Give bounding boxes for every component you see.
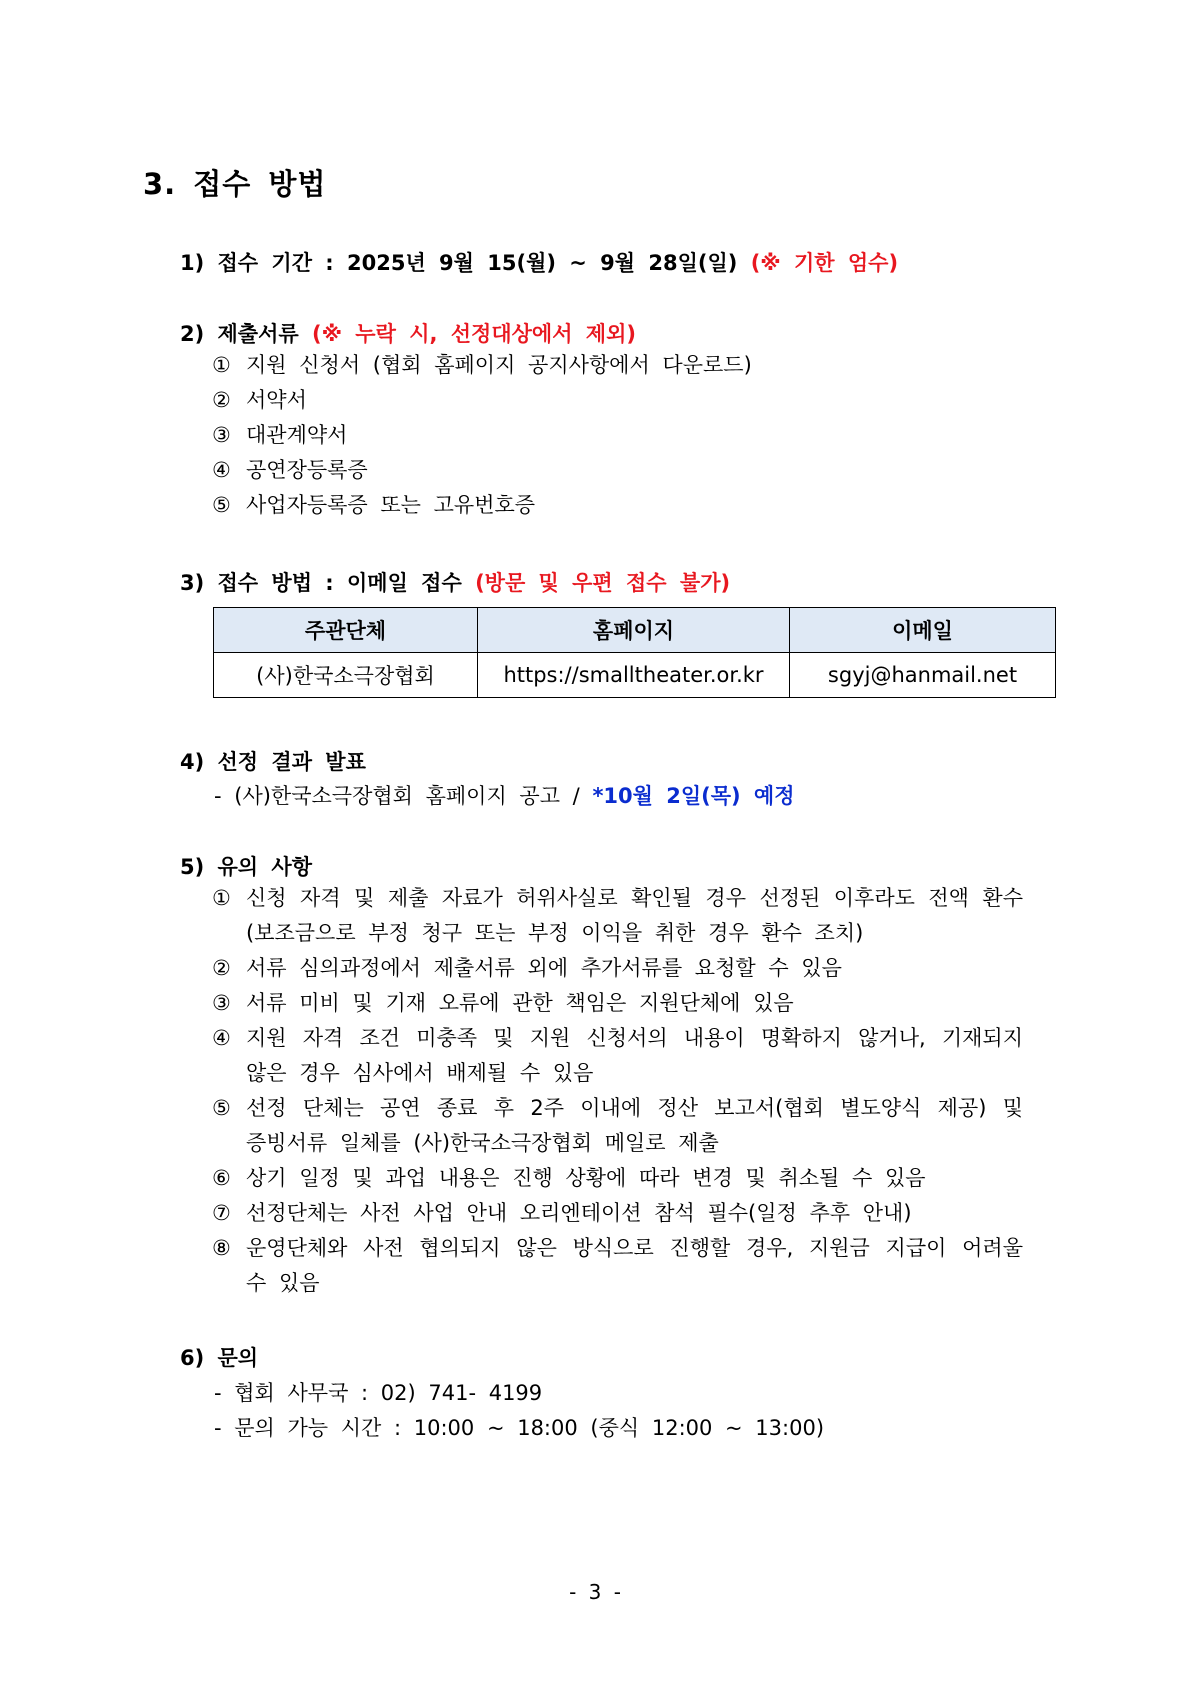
- page-number: - 3 -: [569, 1580, 621, 1604]
- list-item: ② 서약서: [212, 388, 307, 412]
- list-item-continuation: 증빙서류 일체를 (사)한국소극장협회 메일로 제출: [246, 1131, 719, 1155]
- list-item-continuation: 수 있음: [246, 1271, 320, 1295]
- method-label: 3) 접수 방법 : 이메일 접수: [180, 571, 462, 595]
- list-item-continuation: 않은 경우 심사에서 배제될 수 있음: [246, 1061, 594, 1085]
- method-heading: [180, 567, 730, 597]
- notes-heading: 5) 유의 사항: [180, 855, 312, 879]
- result-heading: 4) 선정 결과 발표: [180, 750, 366, 774]
- list-item: ① 지원 신청서 (협회 홈페이지 공지사항에서 다운로드): [212, 353, 752, 377]
- table-header-row: [214, 608, 1056, 653]
- list-item: ② 서류 심의과정에서 제출서류 외에 추가서류를 요청할 수 있음: [212, 956, 842, 980]
- email-link[interactable]: sgyj@hanmail.net: [790, 653, 1056, 698]
- list-item: ④ 공연장등록증: [212, 458, 368, 482]
- result-line: - (사)한국소극장협회 홈페이지 공고 / *10월 2일(목) 예정: [214, 784, 795, 808]
- homepage-link[interactable]: https://smalltheater.or.kr: [478, 653, 790, 698]
- period-label: 1) 접수 기간 : 2025년 9월 15(월) ~ 9월 28일(일): [180, 251, 738, 275]
- list-item: ④ 지원 자격 조건 미충족 및 지원 신청서의 내용이 명확하지 않거나, 기재되지: [212, 1026, 1023, 1050]
- documents-label: 2) 제출서류: [180, 322, 299, 346]
- list-item: ⑦ 선정단체는 사전 사업 안내 오리엔테이션 참석 필수(일정 추후 안내): [212, 1201, 912, 1225]
- list-item: ⑥ 상기 일정 및 과업 내용은 진행 상황에 따라 변경 및 취소될 수 있음: [212, 1166, 926, 1190]
- period-heading: [180, 247, 898, 277]
- method-note: (방문 및 우편 접수 불가): [475, 571, 731, 595]
- contact-heading: 6) 문의: [180, 1346, 259, 1370]
- list-item: ③ 대관계약서: [212, 423, 348, 447]
- table-header: 홈페이지: [478, 608, 790, 653]
- list-item: ① 신청 자격 및 제출 자료가 허위사실로 확인될 경우 선정된 이후라도 전액 환수: [212, 886, 1023, 910]
- result-date: *10월 2일(목) 예정: [592, 784, 795, 808]
- contact-table: [213, 607, 1056, 698]
- contact-line: - 협회 사무국 : 02) 741- 4199: [214, 1381, 543, 1405]
- table-header: 이메일: [790, 608, 1056, 653]
- list-item: ③ 서류 미비 및 기재 오류에 관한 책임은 지원단체에 있음: [212, 991, 794, 1015]
- period-note: (※ 기한 엄수): [750, 251, 899, 275]
- contact-line: - 문의 가능 시간 : 10:00 ~ 18:00 (중식 12:00 ~ 13:00): [214, 1416, 825, 1440]
- list-item: ⑧ 운영단체와 사전 협의되지 않은 방식으로 진행할 경우, 지원금 지급이 어려울: [212, 1236, 1023, 1260]
- list-item: ⑤ 선정 단체는 공연 종료 후 2주 이내에 정산 보고서(협회 별도양식 제공) 및: [212, 1096, 1023, 1120]
- table-header: 주관단체: [214, 608, 478, 653]
- list-item: ⑤ 사업자등록증 또는 고유번호증: [212, 493, 536, 517]
- documents-heading: [180, 318, 636, 348]
- table-row: [214, 653, 1056, 698]
- list-item-continuation: (보조금으로 부정 청구 또는 부정 이익을 취한 경우 환수 조치): [246, 921, 864, 945]
- section-title: 3. 접수 방법: [143, 167, 327, 201]
- table-cell: (사)한국소극장협회: [214, 653, 478, 698]
- documents-note: (※ 누락 시, 선정대상에서 제외): [311, 322, 636, 346]
